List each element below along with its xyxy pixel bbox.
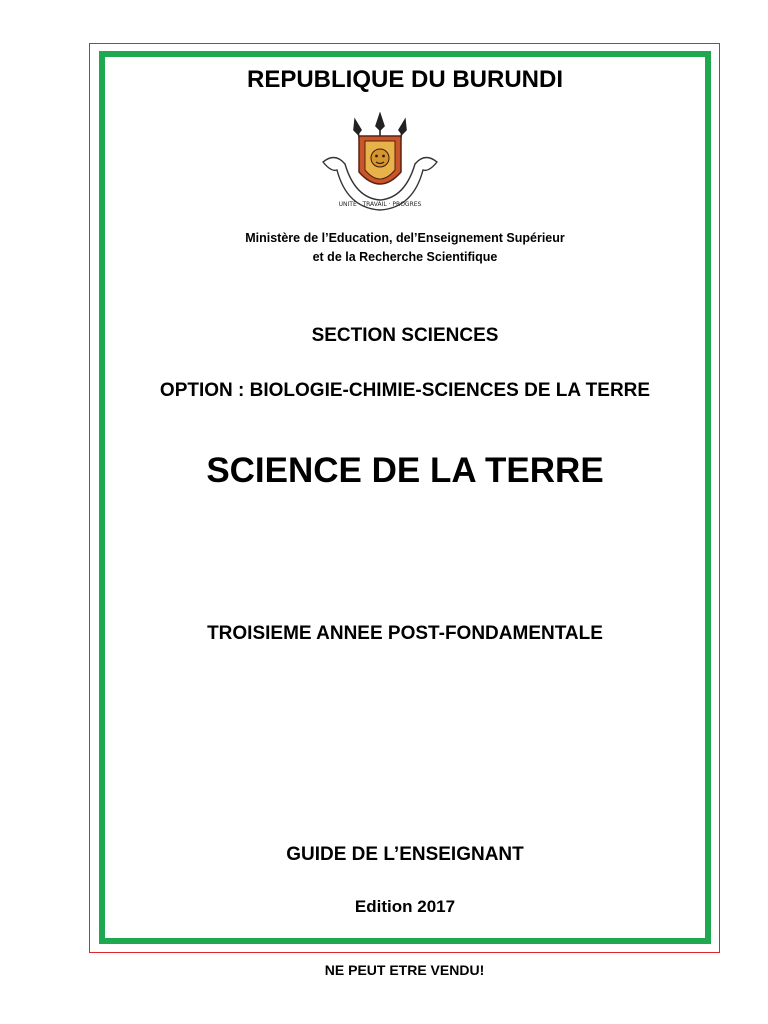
guide-title: GUIDE DE L’ENSEIGNANT — [286, 844, 524, 865]
option-title: OPTION : BIOLOGIE-CHIMIE-SCIENCES DE LA TERRE — [159, 380, 651, 401]
ministry-line-2: et de la Recherche Scientifique — [312, 250, 498, 264]
motto-text: UNITE · TRAVAIL · PROGRES — [338, 201, 422, 208]
country-title: REPUBLIQUE DU BURUNDI — [246, 66, 563, 93]
section-title: SECTION SCIENCES — [311, 325, 499, 346]
subject-title: SCIENCE DE LA TERRE — [206, 451, 604, 490]
not-for-sale-notice: NE PEUT ETRE VENDU! — [324, 962, 485, 978]
ministry-name — [99, 229, 711, 267]
edition-label: Edition 2017 — [354, 897, 456, 916]
burundi-coat-of-arms-icon — [315, 112, 445, 222]
ministry-line-1: Ministère de l’Education, del’Enseignement Supérieur — [245, 231, 565, 245]
level-title: TROISIEME ANNEE POST-FONDAMENTALE — [207, 623, 603, 644]
